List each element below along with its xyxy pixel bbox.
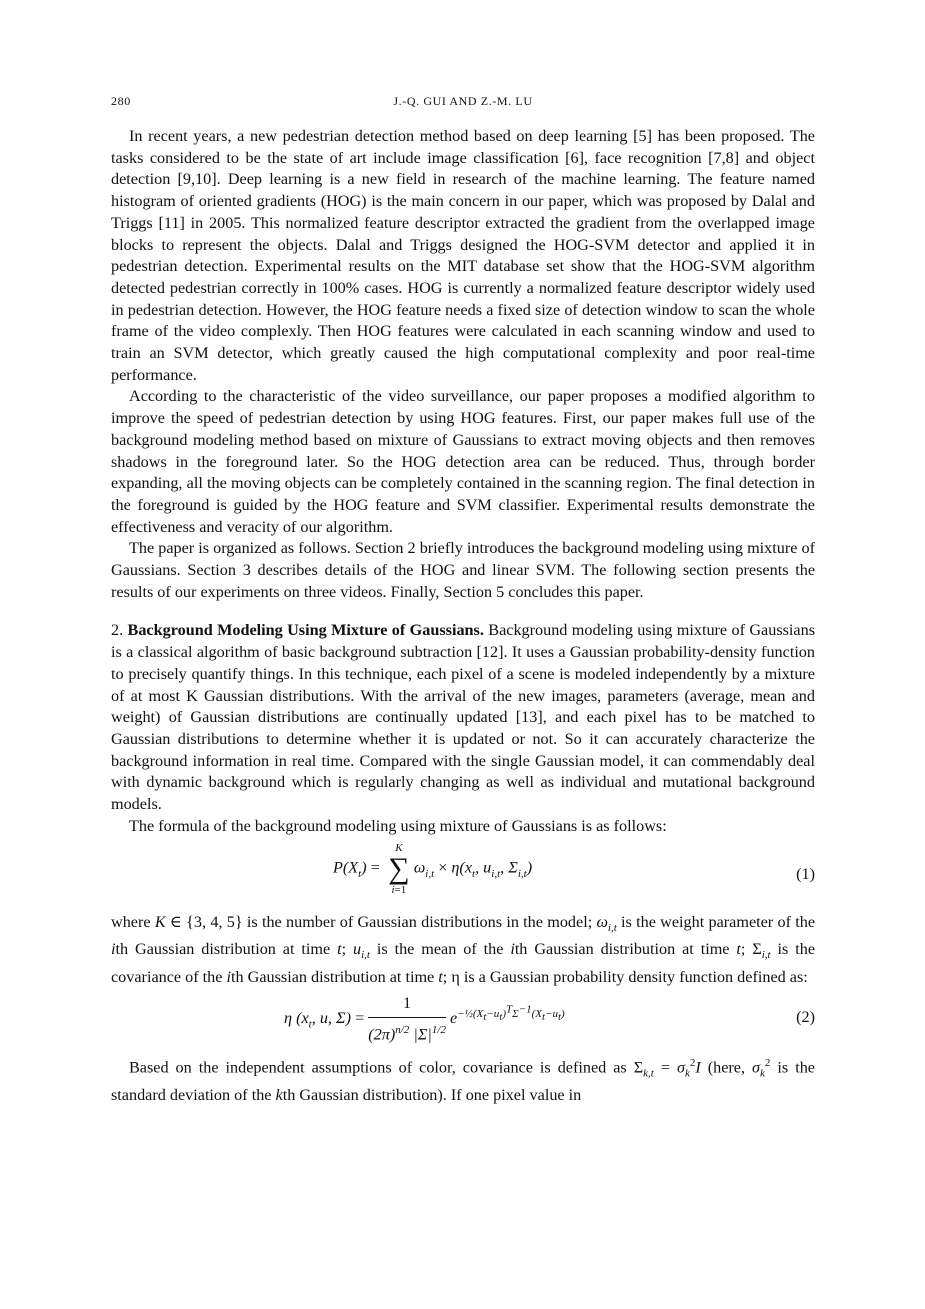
equation-2-math: η ($x_t$, u, Σ) = $\frac{1}{(2\pi)^{n/2} |\Sigma|^{1/2}}$ $e^{-\frac{1}{2}(X_t-u_t)^T\Sigma^{-1}(X_t-u_t)}$ xyxy=(284,993,565,1046)
summation-symbol: K ∑ i=1 xyxy=(388,841,410,896)
section-title: Background Modeling Using Mixture of Gaussians. xyxy=(127,621,484,640)
page-number: 280 xyxy=(111,94,131,108)
equation-2 xyxy=(111,991,815,1047)
equation-1-number: (1) xyxy=(796,864,815,883)
section-2-paragraph xyxy=(111,620,815,815)
paragraph-proposed-method: According to the characteristic of the video surveillance, our paper proposes a modified algorithm to improve the speed of pedestrian detection by using HOG features. First, our paper makes full use of the background modeling method based on mixture of Gaussians to extract moving objects and then removes shadows in the foreground later. So the HOG detection area can be reduced. Thus, through border expanding, all the moving objects can be completely contained in the scanning region. The final detection in the foreground is guided by the HOG feature and SVM classifier. Experimental results demonstrate the effectiveness and veracity of our algorithm. xyxy=(111,387,815,536)
equation-2-fraction: $\frac{1}{(2\pi)^{n/2} |\Sigma|^{1/2}}$ xyxy=(368,994,446,1044)
equation-1-math: $P(X_t)$ = K ∑ i=1 $\omega_{i,t} \times \eta(x_t$, $u_{i,t}$, $\Sigma_{i,t}$) xyxy=(333,841,533,896)
section-body: Background modeling using mixture of Gaussians is a classical algorithm of basic background subtraction [12]. It uses a Gaussian probability-density function to precisely quantify things. In this technique, each pixel of a scene is modeled independently by a mixture of at most K Gaussian distributions. With the arrival of the new images, parameters (average, mean and weight) of Gaussian distributions are continually updated [13], and each pixel has to be matched to Gaussian distributions to determine whether it is updated or not. So it can accurately characterize the background information in real time. Compared with the single Gaussian model, it can commendably deal with dynamic background which is regularly changing as well as individual and mutational background models. xyxy=(111,621,816,814)
paragraph-intro-deep-learning: In recent years, a new pedestrian detection method based on deep learning [5] has been proposed. The tasks considered to be the state of art include image classification [6], face recognition [7,8] and object detection [9,10]. Deep learning is a new field in research of the machine learning. The feature named histogram of oriented gradients (HOG) is the main concern in our paper, which was proposed by Dalal and Triggs [11] in 2005. This normalized feature descriptor extracted the gradient from the overlapped image blocks to represent the objects. Dalal and Triggs designed the HOG-SVM detector and applied it in pedestrian detection. Experimental results on the MIT database set show that the HOG-SVM algorithm detected pedestrian correctly in 100% cases. HOG is currently a normalized feature descriptor widely used in pedestrian detection. However, the HOG feature needs a fixed size of detection window to scan the whole frame of the video complexly. Then HOG features were calculated in each scanning window and used to train an SVM detector, which greatly caused the high computational complexity and poor real-time performance. xyxy=(111,127,815,384)
paragraph-covariance: Based on the independent assumptions of color, covariance is defined as $\Sigma_{k,t} = \sigma_k^2I$ (here, $\sigma_k^2$ is the standard deviation of the kth Gaussian distribution). If one pixel value in xyxy=(111,1057,815,1105)
body-text xyxy=(111,126,815,1107)
paragraph-organization: The paper is organized as follows. Section 2 briefly introduces the background modeling using mixture of Gaussians. Section 3 describes details of the HOG and linear SVM. The following section presents the results of our experiments on three videos. Finally, Section 5 concludes this paper. xyxy=(111,539,815,601)
section-number: 2. xyxy=(111,621,124,640)
paragraph-where: where K ∈ {3, 4, 5} is the number of Gaussian distributions in the model; $\omega_{i,t}$ is the weight parameter of the ith Gaussian distribution at time t; $u_{i,t}$ is the mean of the ith Gaussian distribution at time t; $\Sigma_{i,t}$ is the covariance of the ith Gaussian distribution at time t; η is a Gaussian probability density function defined as: xyxy=(111,912,816,987)
equation-2-number: (2) xyxy=(796,1008,815,1027)
running-title: J.-Q. GUI AND Z.-M. LU xyxy=(393,94,533,108)
running-head xyxy=(111,94,815,114)
equation-1 xyxy=(111,842,815,908)
paragraph-formula-intro: The formula of the background modeling using mixture of Gaussians is as follows: xyxy=(129,816,667,835)
